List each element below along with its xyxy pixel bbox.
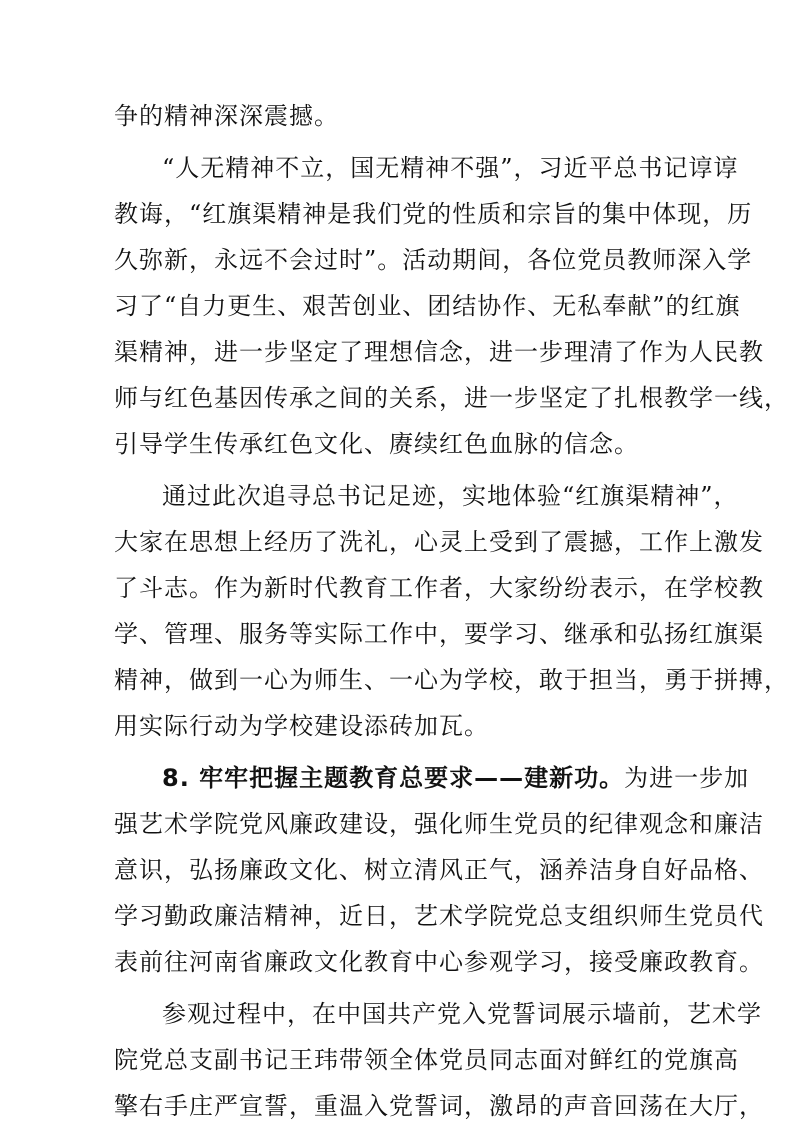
paragraph-line: 学习勤政廉洁精神，近日，艺术学院党总支组织师生党员代: [114, 902, 764, 930]
paragraph-line: “人无精神不立，国无精神不强”，习近平总书记谆谆: [162, 154, 739, 182]
paragraph-line: 教诲，“红旗渠精神是我们党的性质和宗旨的集中体现，历: [114, 200, 753, 228]
paragraph-line: 争的精神深深震撼。: [114, 102, 339, 130]
paragraph-line: 了斗志。作为新时代教育工作者，大家纷纷表示，在学校教: [114, 574, 764, 602]
paragraph-line: 意识，弘扬廉政文化、树立清风正气，涵养洁身自好品格、: [114, 856, 764, 884]
paragraph-text: 为进一步加: [624, 764, 750, 792]
paragraph-line: 渠精神，进一步坚定了理想信念，进一步理清了作为人民教: [114, 338, 764, 366]
paragraph-line: 习了“自力更生、艰苦创业、团结协作、无私奉献”的红旗: [114, 292, 741, 320]
paragraph-line: 院党总支副书记王玮带领全体党员同志面对鲜红的党旗高: [114, 1046, 739, 1074]
paragraph-line: 学、管理、服务等实际工作中，要学习、继承和弘扬红旗渠: [114, 620, 764, 648]
paragraph-line: 表前往河南省廉政文化教育中心参观学习，接受廉政教育。: [114, 948, 764, 976]
paragraph-line: 通过此次追寻总书记足迹，实地体验“红旗渠精神”，: [162, 482, 739, 510]
paragraph-line: 久弥新，永远不会过时”。活动期间，各位党员教师深入学: [114, 246, 753, 274]
paragraph-line: 擎右手庄严宣誓，重温入党誓词，激昂的声音回荡在大厅，: [114, 1092, 764, 1120]
paragraph-line: 强艺术学院党风廉政建设，强化师生党员的纪律观念和廉洁: [114, 810, 764, 838]
paragraph-line: 大家在思想上经历了洗礼，心灵上受到了震撼，工作上激发: [114, 528, 764, 556]
paragraph-line: 用实际行动为学校建设添砖加瓦。: [114, 712, 489, 740]
paragraph-line: 精神，做到一心为师生、一心为学校，敢于担当，勇于拼搏，: [114, 666, 789, 694]
section-heading-line: [162, 758, 750, 798]
paragraph-line: 师与红色基因传承之间的关系，进一步坚定了扎根教学一线，: [114, 384, 789, 412]
paragraph-line: 参观过程中，在中国共产党入党誓词展示墙前，艺术学: [162, 1000, 762, 1028]
paragraph-line: 引导学生传承红色文化、赓续红色血脉的信念。: [114, 430, 639, 458]
section-heading: 8. 牢牢把握主题教育总要求——建新功。: [162, 764, 625, 792]
